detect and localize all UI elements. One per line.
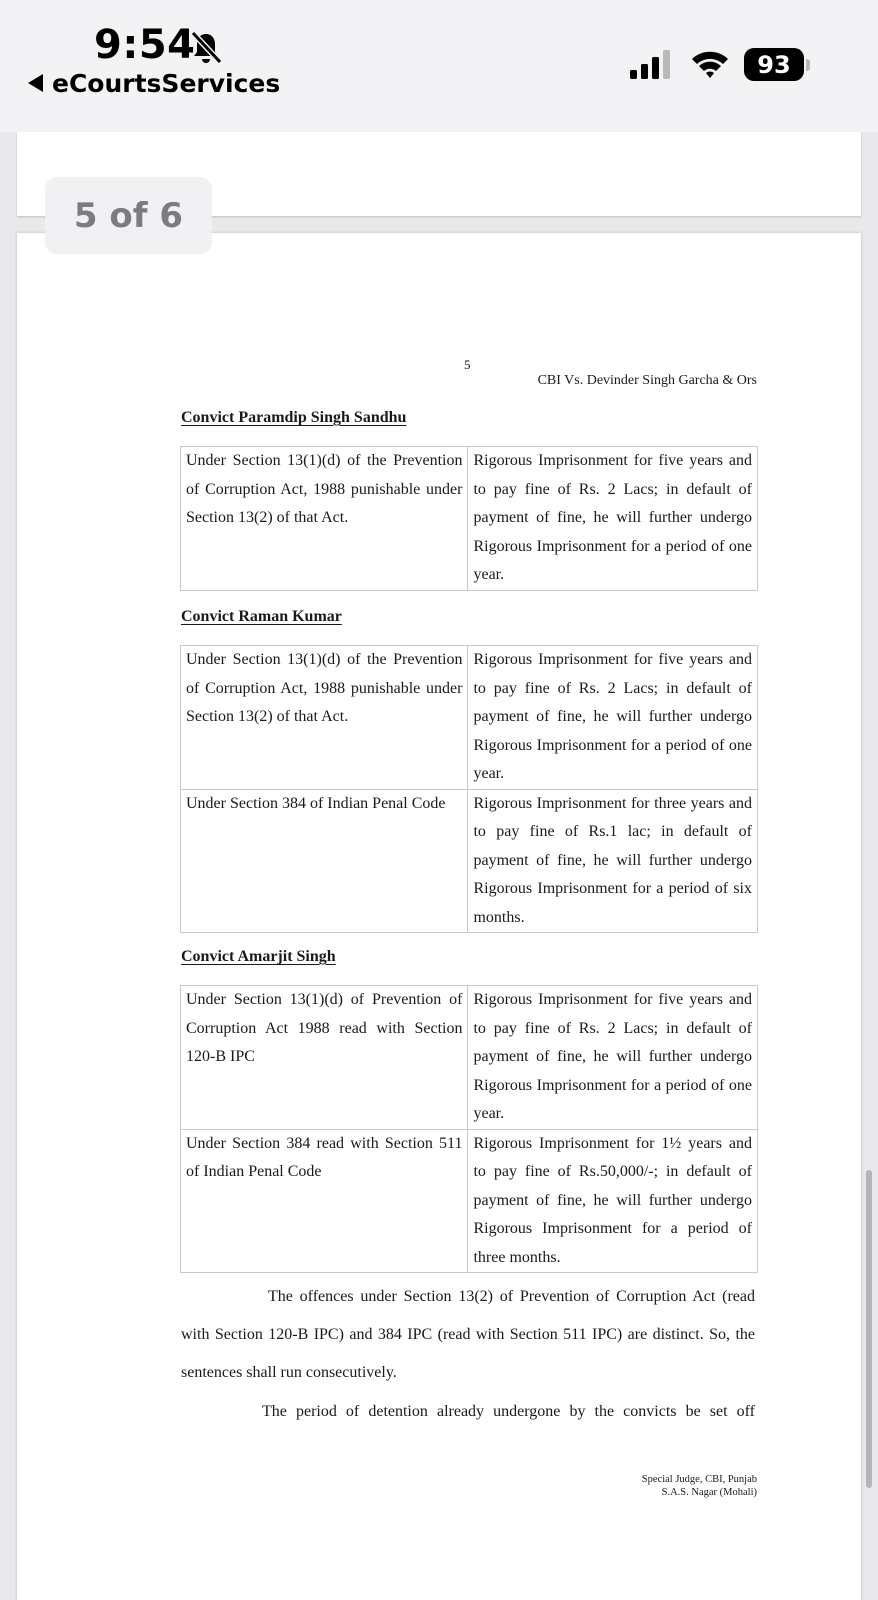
cellular-signal-icon	[630, 50, 672, 80]
scrollbar[interactable]	[866, 1170, 872, 1488]
case-title: CBI Vs. Devinder Singh Garcha & Ors	[537, 373, 757, 388]
section-cell: Under Section 384 read with Section 511 of Indian Penal Code	[181, 1129, 468, 1273]
back-to-app-link[interactable]	[26, 66, 280, 100]
sentence-table	[180, 645, 758, 933]
punishment-cell: Rigorous Imprisonment for five years and to pay fine of Rs. 2 Lacs; in default of payment of fine, he will further undergo Rigorous Imprisonment for a period of one year.	[468, 646, 758, 790]
body-paragraph	[181, 1278, 755, 1392]
section-cell: Under Section 13(1)(d) of Prevention of Corruption Act 1988 read with Section 120-B IPC	[181, 986, 468, 1130]
table-row	[181, 1129, 758, 1273]
table-row	[181, 789, 758, 933]
paragraph-text: The period of detention already undergone by the convicts be set off	[262, 1403, 755, 1420]
punishment-cell: Rigorous Imprisonment for three years and to pay fine of Rs.1 lac; in default of payment of fine, he will further undergo Rigorous Imprisonment for a period of six months.	[468, 789, 758, 933]
wifi-icon	[690, 48, 730, 80]
status-bar	[0, 0, 878, 132]
sentence-table	[180, 446, 758, 591]
battery-cap	[806, 59, 810, 71]
table-row	[181, 646, 758, 790]
section-cell: Under Section 384 of Indian Penal Code	[181, 789, 468, 933]
battery-icon	[744, 48, 804, 81]
section-cell: Under Section 13(1)(d) of the Prevention of Corruption Act, 1988 punishable under Section 13(2) of that Act.	[181, 447, 468, 591]
page-number: 5	[464, 357, 471, 372]
back-app-label: eCourtsServices	[52, 68, 281, 98]
body-paragraph	[181, 1393, 755, 1431]
convict-heading: Convict Raman Kumar	[181, 608, 342, 625]
signature-line: Special Judge, CBI, Punjab	[641, 1474, 757, 1485]
convict-heading: Convict Paramdip Singh Sandhu	[181, 409, 407, 426]
back-arrow-icon	[26, 73, 44, 93]
signature-block	[642, 1473, 757, 1499]
status-time: 9:54	[94, 22, 196, 68]
sentence-table	[180, 985, 758, 1273]
battery-level: 93	[757, 50, 791, 79]
bell-slash-icon	[189, 30, 223, 66]
signature-line: S.A.S. Nagar (Mohali)	[661, 1487, 757, 1498]
convict-heading: Convict Amarjit Singh	[181, 948, 336, 965]
section-cell: Under Section 13(1)(d) of the Prevention of Corruption Act, 1988 punishable under Section 13(2) of that Act.	[181, 646, 468, 790]
paragraph-text: The offences under Section 13(2) of Prevention of Corruption Act (read with Section 120-B IPC) and 384 IPC (read with Section 511 IPC) are distinct. So, the sentences shall run consecutively.	[181, 1288, 755, 1381]
punishment-cell: Rigorous Imprisonment for five years and to pay fine of Rs. 2 Lacs; in default of payment of fine, he will further undergo Rigorous Imprisonment for a period of one year.	[468, 447, 758, 591]
page-indicator: 5 of 6	[45, 177, 212, 254]
table-row	[181, 986, 758, 1130]
punishment-cell: Rigorous Imprisonment for five years and to pay fine of Rs. 2 Lacs; in default of payment of fine, he will further undergo Rigorous Imprisonment for a period of one year.	[468, 986, 758, 1130]
punishment-cell: Rigorous Imprisonment for 1½ years and to pay fine of Rs.50,000/-; in default of payment of fine, he will further undergo Rigorous Imprisonment for a period of three months.	[468, 1129, 758, 1273]
table-row	[181, 447, 758, 591]
